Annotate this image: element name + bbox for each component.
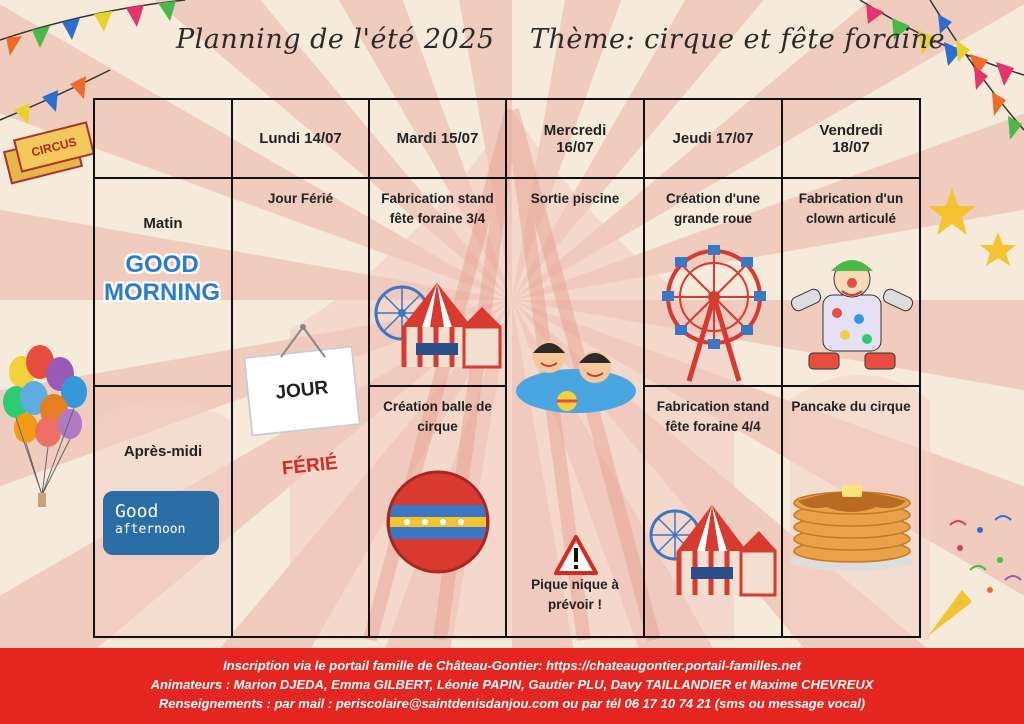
page-title: Planning de l'été 2025 — [176, 24, 495, 55]
circus-ticket-icon — [6, 128, 90, 188]
good-morning-line1: GOOD — [125, 251, 199, 278]
circus-ball-icon — [385, 469, 491, 575]
tuesday-morning-activity: Fabrication stand fête foraine 3/4 — [381, 191, 494, 226]
day-header-thursday: Jeudi 17/07 — [644, 99, 782, 178]
morning-label-cell — [94, 178, 232, 386]
planning-table — [93, 98, 921, 638]
good-afternoon-line2: afternoon — [115, 522, 186, 537]
sign-hook-icon — [273, 323, 333, 359]
good-morning-sticker — [101, 251, 223, 307]
clown-icon — [787, 255, 917, 375]
morning-row — [94, 178, 920, 386]
fairground-stand-icon-2 — [647, 495, 777, 605]
jour-ferie-sign — [243, 345, 361, 480]
wednesday-activity: Sortie piscine — [530, 191, 620, 206]
good-afternoon-line1: Good — [115, 501, 159, 522]
thursday-morning-cell — [644, 178, 782, 386]
corner-cell — [94, 99, 232, 178]
tuesday-afternoon-activity: Création balle de cirque — [383, 399, 492, 434]
theme-title: Thème: cirque et fête foraine — [530, 24, 946, 55]
day-header-tuesday: Mardi 15/07 — [369, 99, 506, 178]
monday-activity: Jour Férié — [267, 191, 334, 206]
wednesday-note: Pique nique à prévoir ! — [531, 577, 619, 612]
good-morning-line2: MORNING — [104, 279, 220, 306]
tuesday-morning-cell — [369, 178, 506, 386]
footer-contact: Renseignements : par mail : periscolaire@saintdenisdanjou.com ou par tél 06 17 10 74 21 (sms ou message vocal) — [158, 696, 866, 711]
afternoon-label-cell — [94, 386, 232, 637]
swimming-kids-icon — [511, 319, 641, 419]
afternoon-label: Après-midi — [123, 443, 203, 460]
ferris-wheel-icon — [659, 235, 769, 385]
footer-info — [0, 648, 1024, 724]
morning-label: Matin — [143, 215, 183, 232]
day-header-friday-label: Vendredi 18/07 — [819, 121, 883, 156]
good-afternoon-sticker — [103, 491, 219, 555]
day-header-wednesday-label: Mercredi 16/07 — [543, 121, 607, 156]
day-header-monday: Lundi 14/07 — [232, 99, 369, 178]
warning-icon — [554, 535, 598, 575]
footer-animators: Animateurs : Marion DJEDA, Emma GILBERT, Léonie PAPIN, Gautier PLU, Davy TAILLANDIER et Maxime CHEVREUX — [150, 677, 874, 692]
jour-ferie-sign-word1: JOUR — [274, 377, 330, 404]
fairground-stand-icon — [372, 277, 502, 377]
circus-ticket-label: CIRCUS — [13, 121, 95, 172]
monday-cell — [232, 178, 369, 637]
pancake-icon — [786, 477, 918, 573]
thursday-afternoon-activity: Fabrication stand fête foraine 4/4 — [656, 399, 770, 434]
tuesday-afternoon-cell — [369, 386, 506, 637]
thursday-morning-activity: Création d'une grande roue — [666, 191, 760, 226]
footer-registration: Inscription via le portail famille de Château-Gontier: https://chateaugontier.portail-familles.net — [223, 658, 801, 673]
wednesday-cell — [506, 178, 644, 637]
day-header-wednesday — [506, 99, 644, 178]
friday-morning-activity: Fabrication d'un clown articulé — [798, 191, 904, 226]
jour-ferie-sign-word2: FÉRIÉ — [280, 452, 339, 480]
day-header-friday — [782, 99, 920, 178]
friday-afternoon-activity: Pancake du cirque — [791, 399, 911, 414]
friday-afternoon-cell — [782, 386, 920, 637]
friday-morning-cell — [782, 178, 920, 386]
header-row — [94, 99, 920, 178]
thursday-afternoon-cell — [644, 386, 782, 637]
